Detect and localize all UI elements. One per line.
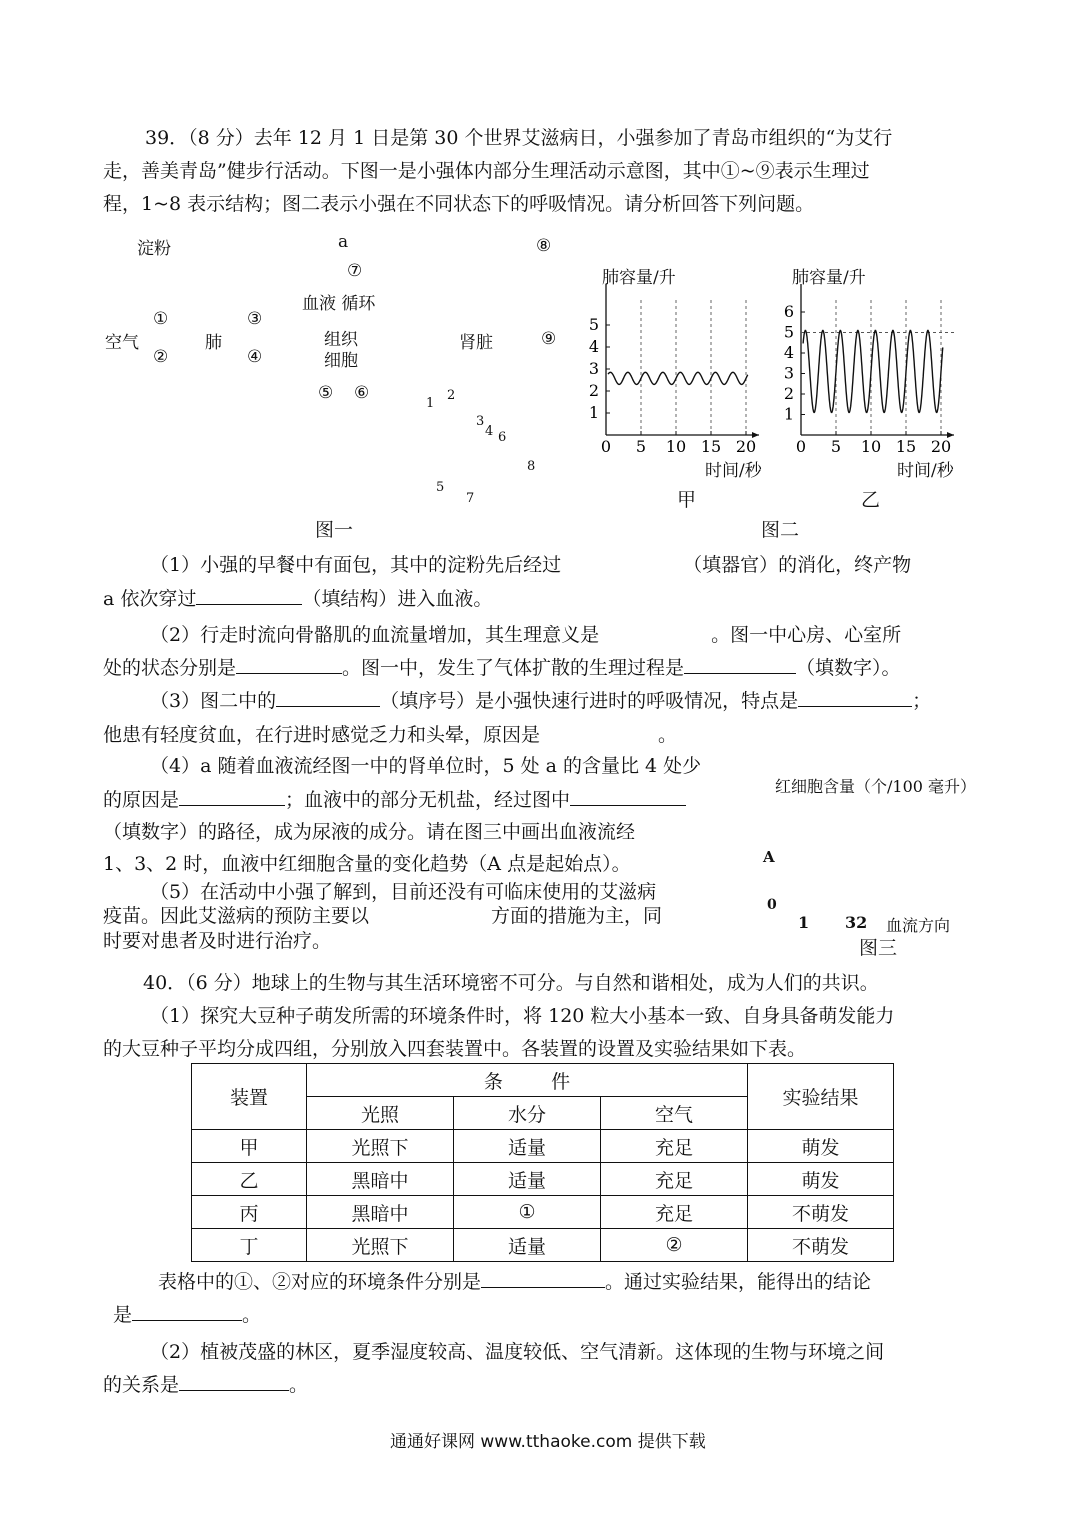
fig2-yi-y-tick-label: 2 (783, 384, 794, 403)
fig2-yi-ylabel: 肺容量/升 (792, 268, 866, 288)
q39-s2-text-e: （填数字）。 (796, 657, 901, 679)
q39-s1-text-b: （填器官）的消化，终产物 (683, 554, 912, 576)
q39-s4-text-b: 的原因是 (103, 789, 180, 811)
fig1-air: 空气 (105, 333, 139, 353)
q39-s3-text-b: （填序号）是小强快速行进时的呼吸情况，特点是 (380, 690, 799, 712)
fig2-yi-y-tick-label: 6 (783, 302, 794, 321)
fig2-jia-x-tick-label: 0 (600, 437, 612, 456)
q39-s2-text-c: 处的状态分别是 (103, 657, 237, 679)
q39-s5-text-c: 方面的措施为主，同 (491, 905, 663, 927)
q39-s1-blank-structure[interactable] (196, 584, 302, 605)
fig2-yi-series-line (803, 331, 943, 413)
q39-s4-blank-path[interactable] (570, 785, 686, 806)
q39-s2-text-d: 。图一中，发生了气体扩散的生理过程是 (342, 657, 685, 679)
table-row (192, 1163, 894, 1196)
fig2-yi-y-tick-label: 3 (783, 363, 794, 383)
experiment-table (191, 1063, 894, 1262)
q39-s2-line1 (150, 619, 901, 651)
q39-s2-line2 (103, 652, 901, 684)
table-cell: 甲 (192, 1130, 307, 1163)
fig1-n7: 7 (466, 491, 475, 506)
fig2-yi-x-tick-label: 0 (795, 437, 807, 456)
table-header-result: 实验结果 (748, 1064, 894, 1130)
q39-s1-text-c: a 依次穿过 (103, 588, 197, 610)
q40-conclusion-line (113, 1299, 261, 1331)
fig3-point-a: A (763, 848, 775, 866)
q39-s4-blank-reason[interactable] (179, 785, 285, 806)
fig1-c2: ② (153, 347, 169, 367)
fig3-xlabel: 血流方向 (886, 916, 951, 935)
fig1-c3: ③ (247, 309, 263, 329)
q39-s2-blank-process[interactable] (684, 653, 796, 674)
q40-p1-line1: （1）探究大豆种子萌发所需的环境条件时，将 120 粒大小基本一致、自身具备萌发能力 (150, 1005, 895, 1027)
fig2-jia-x-tick-label: 10 (665, 437, 687, 456)
table-cell: 丙 (192, 1196, 307, 1229)
fig2-yi-x-tick-label: 5 (830, 437, 842, 456)
table-header-water: 水分 (454, 1097, 601, 1130)
table-row (192, 1229, 894, 1262)
table-cell: 萌发 (748, 1130, 894, 1163)
q39-intro-line2: 走，善美青岛”健步行活动。下图一是小强体内部分生理活动示意图，其中①~⑨表示生理过 (103, 160, 870, 182)
fig1-blood-circulation: 血液 循环 (302, 294, 376, 314)
fig1-n4: 4 (485, 424, 494, 439)
fig2-jia-y-tick-label: 5 (588, 315, 599, 334)
table-cell: 光照下 (307, 1130, 454, 1163)
fig2-yi-x-tick-label: 15 (895, 437, 917, 456)
q40-p2-text-c: 。 (289, 1374, 309, 1396)
q39-s2-text-b: 。图一中心房、心室所 (711, 624, 902, 646)
fig2-yi-x-tick-label: 10 (860, 437, 882, 456)
fig1-c4: ④ (247, 347, 263, 367)
q40-p2-line1: （2）植被茂盛的林区，夏季湿度较高、温度较低、空气清新。这体现的生物与环境之间 (150, 1341, 885, 1363)
fig2-yi-y-tick-label: 5 (783, 322, 794, 342)
q40-p2-text-b: 的关系是 (103, 1374, 180, 1396)
table-cell: 适量 (454, 1130, 601, 1163)
q39-intro-line1: 39．（8 分）去年 12 月 1 日是第 30 个世界艾滋病日，小强参加了青岛市组织的“为艾行 (145, 127, 893, 149)
q39-s5-line3: 时要对患者及时进行治疗。 (103, 930, 332, 952)
table-cell: 适量 (454, 1163, 601, 1196)
fig2-jia-ylabel: 肺容量/升 (602, 268, 676, 288)
table-cell: 乙 (192, 1163, 307, 1196)
q39-s5-line1: （5）在活动中小强了解到，目前还没有可临床使用的艾滋病 (150, 881, 657, 903)
fig2-jia-chart (585, 280, 780, 460)
fig1-n3: 3 (476, 414, 485, 429)
fig1-tissue-1: 组织 (324, 330, 358, 350)
q40-text-d: 。 (242, 1304, 262, 1326)
q39-s4-text-c: ；血液中的部分无机盐，经过图中 (285, 789, 571, 811)
fig2-jia-label: 甲 (677, 489, 697, 511)
table-row (192, 1196, 894, 1229)
fig2-yi-y-tick-label: 4 (783, 343, 794, 362)
q39-s3-text-e: 。 (658, 724, 678, 746)
fig1-n6: 6 (498, 430, 507, 445)
table-header-air: 空气 (601, 1097, 748, 1130)
fig1-c5: ⑤ (318, 383, 334, 403)
fig1-starch: 淀粉 (137, 239, 171, 259)
fig3-caption: 图三 (859, 937, 898, 959)
fig1-c1: ① (153, 309, 169, 329)
q40-p2-line2 (103, 1369, 308, 1401)
fig3-x1: 1 (798, 913, 810, 932)
fig2-jia-y-tick-label: 3 (588, 359, 599, 378)
fig2-yi-x-tick-label: 20 (930, 437, 952, 456)
fig3-x32: 32 (845, 913, 868, 932)
q39-s1-line2 (103, 583, 492, 615)
fig2-jia-y-tick-label: 1 (588, 403, 599, 422)
fig1-n5: 5 (436, 480, 445, 495)
fig2-caption: 图二 (761, 519, 800, 541)
q39-s1-text-d: （填结构）进入血液。 (302, 588, 493, 610)
q39-s3-line2 (103, 719, 677, 751)
table-cell: 黑暗中 (307, 1196, 454, 1229)
footer-text: 通通好课网 www.tthaoke.com 提供下载 (390, 1432, 706, 1452)
fig2-jia-series-line (608, 372, 748, 384)
table-header-device: 装置 (192, 1064, 307, 1130)
q39-s5-text-b: 疫苗。因此艾滋病的预防主要以 (103, 905, 370, 927)
table-cell: 光照下 (307, 1229, 454, 1262)
q39-s3-text-d: 他患有轻度贫血，在行进时感觉乏力和头晕，原因是 (103, 724, 541, 746)
fig1-c9: ⑨ (541, 329, 557, 349)
table-cell: 黑暗中 (307, 1163, 454, 1196)
fig1-n2: 2 (447, 388, 456, 403)
q39-s2-blank-state[interactable] (236, 653, 342, 674)
fig1-c7: ⑦ (347, 261, 363, 281)
q39-s4-line3: （填数字）的路径，成为尿液的成分。请在图三中画出血液流经 (103, 821, 636, 843)
fig3-origin: 0 (767, 897, 777, 913)
table-cell: 萌发 (748, 1163, 894, 1196)
q39-s3-blank-number[interactable] (276, 686, 380, 707)
q39-s3-text-a: （3）图二中的 (150, 690, 277, 712)
fig1-n1: 1 (426, 396, 435, 411)
fig2-jia-y-tick-label: 4 (588, 337, 599, 356)
fig2-jia-x-tick-label: 5 (635, 437, 647, 456)
fig1-lung: 肺 (205, 333, 222, 353)
q40-blank-conditions[interactable] (481, 1267, 605, 1288)
fig1-caption: 图一 (315, 519, 354, 541)
fig1-kidney: 肾脏 (459, 333, 493, 353)
fig2-jia-xlabel: 时间/秒 (705, 461, 762, 481)
q40-text-a: 表格中的①、②对应的环境条件分别是 (158, 1271, 482, 1293)
q39-s3-text-c: ； (912, 690, 932, 712)
fig1-a: a (338, 232, 349, 252)
q39-intro-line3: 程，1~8 表示结构；图二表示小强在不同状态下的呼吸情况。请分析回答下列问题。 (103, 193, 815, 215)
table-row (192, 1130, 894, 1163)
table-cell: 充足 (601, 1196, 748, 1229)
table-cell: 不萌发 (748, 1229, 894, 1262)
fig2-yi-y-tick-label: 1 (783, 404, 794, 424)
fig1-n8: 8 (527, 459, 536, 474)
table-header-light: 光照 (307, 1097, 454, 1130)
table-cell: ① (454, 1196, 601, 1229)
q40-p1-line2: 的大豆种子平均分成四组，分别放入四套装置中。各装置的设置及实验结果如下表。 (103, 1038, 807, 1060)
fig2-jia-y-tick-label: 2 (588, 381, 599, 400)
table-cell: 适量 (454, 1229, 601, 1262)
q39-s2-text-a: （2）行走时流向骨骼肌的血流量增加，其生理意义是 (150, 624, 600, 646)
table-cell: ② (601, 1229, 748, 1262)
q40-blank-relation[interactable] (179, 1370, 289, 1391)
q40-text-c: 是 (113, 1304, 133, 1326)
fig2-yi-xlabel: 时间/秒 (897, 461, 954, 481)
q39-s4-line1: （4）a 随着血液流经图一中的肾单位时，5 处 a 的含量比 4 处少 (150, 755, 702, 777)
q40-blank-conclusion[interactable] (132, 1300, 242, 1321)
q40-text-b: 。通过实验结果，能得出的结论 (605, 1271, 872, 1293)
fig3-ylabel: 红细胞含量（个/100 毫升） (775, 777, 977, 796)
fig2-yi-chart (780, 280, 970, 460)
table-cell: 不萌发 (748, 1196, 894, 1229)
q39-s4-line2 (103, 784, 686, 816)
fig1-c8: ⑧ (536, 236, 552, 256)
table-cell: 充足 (601, 1163, 748, 1196)
q40-intro: 40．（6 分）地球上的生物与其生活环境密不可分。与自然和谐相处，成为人们的共识。 (143, 972, 879, 994)
table-header-conditions: 条 件 (307, 1064, 748, 1097)
q40-table-question (158, 1266, 871, 1298)
q39-s3-line1 (150, 685, 931, 717)
fig1-tissue-2: 细胞 (324, 351, 358, 371)
q39-s3-blank-feature[interactable] (798, 686, 912, 707)
table-cell: 丁 (192, 1229, 307, 1262)
fig2-jia-x-tick-label: 15 (700, 437, 722, 456)
fig1-c6: ⑥ (354, 383, 370, 403)
q39-s1-text-a: （1）小强的早餐中有面包，其中的淀粉先后经过 (150, 554, 562, 576)
fig2-yi-label: 乙 (861, 489, 881, 511)
q39-s1-line1 (150, 549, 911, 581)
table-cell: 充足 (601, 1130, 748, 1163)
fig2-jia-x-tick-label: 20 (735, 437, 757, 456)
q39-s4-line4: 1、3、2 时，血液中红细胞含量的变化趋势（A 点是起始点）。 (103, 853, 631, 875)
